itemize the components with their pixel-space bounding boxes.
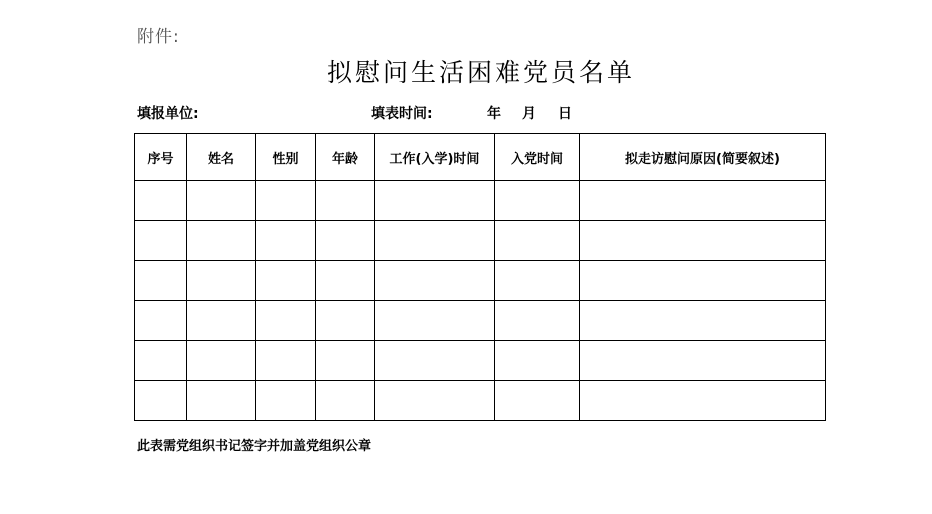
table-cell[interactable] xyxy=(580,301,826,341)
table-cell[interactable] xyxy=(316,261,375,301)
attachment-label: 附件: xyxy=(137,27,180,47)
header-gender: 性别 xyxy=(256,134,316,181)
table-cell[interactable] xyxy=(495,301,580,341)
table-cell[interactable] xyxy=(135,381,187,421)
table-row xyxy=(135,181,826,221)
table-cell[interactable] xyxy=(580,381,826,421)
table-row xyxy=(135,261,826,301)
fill-time-label: 填表时间: xyxy=(371,106,433,122)
table-cell[interactable] xyxy=(580,181,826,221)
table-cell[interactable] xyxy=(375,301,495,341)
table-cell[interactable] xyxy=(316,381,375,421)
year-label: 年 xyxy=(487,106,501,122)
table-cell[interactable] xyxy=(316,301,375,341)
day-label: 日 xyxy=(558,106,572,122)
table-cell[interactable] xyxy=(580,221,826,261)
table-cell[interactable] xyxy=(316,341,375,381)
table-cell[interactable] xyxy=(187,301,256,341)
table-cell[interactable] xyxy=(187,221,256,261)
table-cell[interactable] xyxy=(135,261,187,301)
header-age: 年龄 xyxy=(316,134,375,181)
month-label: 月 xyxy=(522,106,536,122)
header-name: 姓名 xyxy=(187,134,256,181)
table-cell[interactable] xyxy=(375,181,495,221)
table-cell[interactable] xyxy=(187,181,256,221)
table-cell[interactable] xyxy=(187,341,256,381)
table-cell[interactable] xyxy=(316,221,375,261)
table-cell[interactable] xyxy=(135,341,187,381)
table-cell[interactable] xyxy=(375,261,495,301)
table-cell[interactable] xyxy=(256,341,316,381)
table-cell[interactable] xyxy=(135,301,187,341)
footer-note: 此表需党组织书记签字并加盖党组织公章 xyxy=(137,439,372,454)
table-cell[interactable] xyxy=(495,341,580,381)
table-header-row xyxy=(135,134,826,181)
table-cell[interactable] xyxy=(135,221,187,261)
document-title: 拟慰问生活困难党员名单 xyxy=(326,58,635,87)
table-cell[interactable] xyxy=(316,181,375,221)
table-cell[interactable] xyxy=(375,341,495,381)
table-cell[interactable] xyxy=(495,261,580,301)
table-cell[interactable] xyxy=(495,381,580,421)
table-cell[interactable] xyxy=(135,181,187,221)
table-row xyxy=(135,341,826,381)
table-cell[interactable] xyxy=(375,381,495,421)
table-cell[interactable] xyxy=(256,381,316,421)
table-cell[interactable] xyxy=(580,341,826,381)
header-party-join-time: 入党时间 xyxy=(495,134,580,181)
table-cell[interactable] xyxy=(187,381,256,421)
member-roster-table xyxy=(134,133,826,421)
table-cell[interactable] xyxy=(580,261,826,301)
table-cell[interactable] xyxy=(256,301,316,341)
header-work-start-time: 工作(入学)时间 xyxy=(375,134,495,181)
table-row xyxy=(135,301,826,341)
table-row xyxy=(135,381,826,421)
table-cell[interactable] xyxy=(256,181,316,221)
table-cell[interactable] xyxy=(256,261,316,301)
header-visit-reason: 拟走访慰问原因(简要叙述) xyxy=(580,134,826,181)
table-row xyxy=(135,221,826,261)
table-cell[interactable] xyxy=(495,181,580,221)
table-cell[interactable] xyxy=(375,221,495,261)
header-serial-number: 序号 xyxy=(135,134,187,181)
reporting-unit-label: 填报单位: xyxy=(137,106,199,122)
table-cell[interactable] xyxy=(256,221,316,261)
table-cell[interactable] xyxy=(495,221,580,261)
table-cell[interactable] xyxy=(187,261,256,301)
